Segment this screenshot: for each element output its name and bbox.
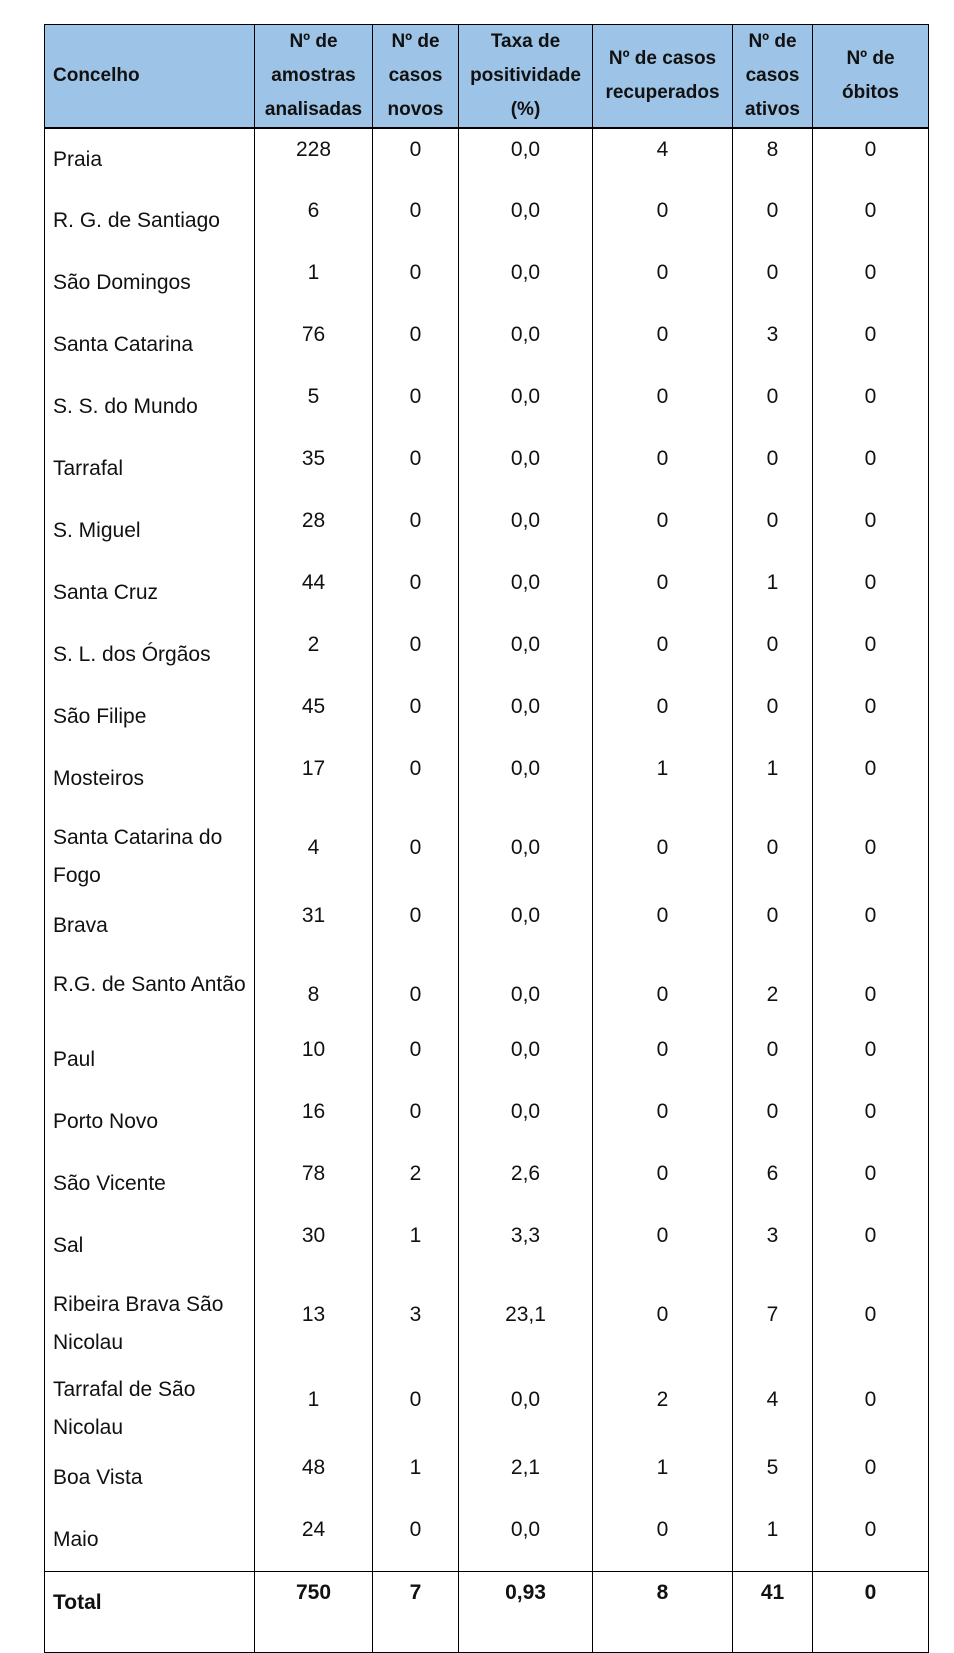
cell-casos-novos: 0 [373, 624, 459, 686]
cell-casos-ativos: 5 [733, 1447, 813, 1509]
cell-casos-ativos: 3 [733, 314, 813, 376]
total-cell-casos-recuperados: 8 [593, 1571, 733, 1652]
cell-casos-ativos: 0 [733, 500, 813, 562]
cell-amostras-analisadas: 10 [255, 1029, 373, 1091]
cell-casos-recuperados: 0 [593, 957, 733, 1029]
column-header-casos-ativos [733, 25, 813, 129]
cell-casos-novos: 0 [373, 1029, 459, 1091]
table-row [45, 128, 929, 190]
column-header-line: novos [387, 99, 444, 120]
cases-by-municipality-table [44, 24, 929, 1653]
cell-concelho: S. L. dos Órgãos [45, 624, 255, 686]
cell-concelho: Maio [45, 1509, 255, 1571]
cell-amostras-analisadas: 8 [255, 957, 373, 1029]
cell-casos-ativos: 0 [733, 1091, 813, 1153]
cell-obitos: 0 [813, 252, 929, 314]
column-header-line: positividade [470, 65, 581, 86]
cell-amostras-analisadas: 48 [255, 1447, 373, 1509]
cell-obitos: 0 [813, 1277, 929, 1362]
table-row [45, 624, 929, 686]
cell-concelho: São Domingos [45, 252, 255, 314]
column-header-line: ativos [745, 99, 800, 120]
column-header-line: (%) [510, 99, 541, 120]
table-row [45, 562, 929, 624]
cell-taxa-positividade: 0,0 [459, 624, 593, 686]
cell-casos-recuperados: 2 [593, 1362, 733, 1447]
cell-amostras-analisadas: 16 [255, 1091, 373, 1153]
cell-concelho: São Filipe [45, 686, 255, 748]
cell-casos-ativos: 0 [733, 895, 813, 957]
table-row [45, 1277, 929, 1362]
cell-concelho: Mosteiros [45, 748, 255, 810]
cell-casos-recuperados: 0 [593, 1029, 733, 1091]
cell-obitos: 0 [813, 438, 929, 500]
table-row [45, 252, 929, 314]
total-cell-obitos: 0 [813, 1571, 929, 1652]
cell-concelho: S. Miguel [45, 500, 255, 562]
cell-casos-ativos: 0 [733, 1029, 813, 1091]
column-header-line: amostras [271, 65, 356, 86]
cell-concelho: Santa Catarina do Fogo [45, 810, 255, 895]
cell-casos-ativos: 0 [733, 438, 813, 500]
cell-casos-ativos: 0 [733, 376, 813, 438]
cell-casos-novos: 1 [373, 1447, 459, 1509]
cell-obitos: 0 [813, 748, 929, 810]
cell-obitos: 0 [813, 1362, 929, 1447]
cell-obitos: 0 [813, 957, 929, 1029]
cell-casos-novos: 0 [373, 376, 459, 438]
cell-amostras-analisadas: 6 [255, 190, 373, 252]
cell-taxa-positividade: 0,0 [459, 376, 593, 438]
table-row [45, 748, 929, 810]
table-row [45, 1509, 929, 1571]
cell-casos-ativos: 1 [733, 1509, 813, 1571]
table-row [45, 957, 929, 1029]
cell-casos-novos: 3 [373, 1277, 459, 1362]
cell-obitos: 0 [813, 1091, 929, 1153]
cell-casos-recuperados: 0 [593, 562, 733, 624]
table-row [45, 895, 929, 957]
table-row [45, 1153, 929, 1215]
cell-concelho: Santa Cruz [45, 562, 255, 624]
cell-casos-novos: 0 [373, 810, 459, 895]
cell-casos-recuperados: 0 [593, 1215, 733, 1277]
cell-casos-novos: 0 [373, 190, 459, 252]
column-header-amostras-analisadas [255, 25, 373, 129]
cell-casos-ativos: 3 [733, 1215, 813, 1277]
column-header-line: Taxa de [490, 31, 561, 52]
cell-casos-recuperados: 0 [593, 810, 733, 895]
cell-amostras-analisadas: 31 [255, 895, 373, 957]
cell-casos-ativos: 4 [733, 1362, 813, 1447]
cell-casos-ativos: 1 [733, 748, 813, 810]
cell-taxa-positividade: 2,6 [459, 1153, 593, 1215]
cell-concelho: Tarrafal [45, 438, 255, 500]
column-header-line: Nº de [846, 48, 895, 69]
cell-casos-novos: 2 [373, 1153, 459, 1215]
cell-casos-recuperados: 0 [593, 252, 733, 314]
cell-casos-ativos: 1 [733, 562, 813, 624]
total-cell-casos-ativos: 41 [733, 1571, 813, 1652]
total-row [45, 1571, 929, 1652]
cell-casos-recuperados: 0 [593, 1277, 733, 1362]
cell-obitos: 0 [813, 1029, 929, 1091]
cell-casos-novos: 0 [373, 500, 459, 562]
table-header [45, 25, 929, 129]
cell-casos-recuperados: 0 [593, 314, 733, 376]
cell-casos-ativos: 0 [733, 252, 813, 314]
table-row [45, 500, 929, 562]
cell-amostras-analisadas: 17 [255, 748, 373, 810]
cell-concelho: Sal [45, 1215, 255, 1277]
cell-taxa-positividade: 0,0 [459, 748, 593, 810]
cell-amostras-analisadas: 30 [255, 1215, 373, 1277]
cell-concelho: Boa Vista [45, 1447, 255, 1509]
cell-casos-ativos: 0 [733, 686, 813, 748]
cell-obitos: 0 [813, 810, 929, 895]
data-table-container [44, 24, 928, 1653]
table-row [45, 1362, 929, 1447]
cell-casos-novos: 0 [373, 895, 459, 957]
cell-casos-ativos: 0 [733, 190, 813, 252]
cell-amostras-analisadas: 1 [255, 1362, 373, 1447]
cell-concelho: Praia [45, 128, 255, 190]
cell-taxa-positividade: 0,0 [459, 895, 593, 957]
cell-concelho: Ribeira Brava São Nicolau [45, 1277, 255, 1362]
column-header-line: Nº de [391, 31, 440, 52]
column-header-line: Nº de casos [608, 48, 717, 69]
cell-obitos: 0 [813, 1153, 929, 1215]
cell-amostras-analisadas: 76 [255, 314, 373, 376]
column-header-line: Concelho [53, 65, 140, 86]
total-cell-taxa-positividade: 0,93 [459, 1571, 593, 1652]
cell-obitos: 0 [813, 624, 929, 686]
cell-obitos: 0 [813, 1447, 929, 1509]
cell-amostras-analisadas: 2 [255, 624, 373, 686]
cell-casos-recuperados: 0 [593, 500, 733, 562]
cell-amostras-analisadas: 28 [255, 500, 373, 562]
column-header-line: recuperados [605, 82, 720, 103]
cell-taxa-positividade: 0,0 [459, 190, 593, 252]
total-cell-casos-novos: 7 [373, 1571, 459, 1652]
cell-taxa-positividade: 0,0 [459, 686, 593, 748]
cell-casos-novos: 0 [373, 314, 459, 376]
cell-casos-novos: 0 [373, 1091, 459, 1153]
cell-taxa-positividade: 0,0 [459, 562, 593, 624]
cell-casos-recuperados: 0 [593, 1091, 733, 1153]
cell-obitos: 0 [813, 686, 929, 748]
cell-casos-novos: 0 [373, 438, 459, 500]
cell-concelho: Santa Catarina [45, 314, 255, 376]
cell-taxa-positividade: 2,1 [459, 1447, 593, 1509]
cell-taxa-positividade: 0,0 [459, 500, 593, 562]
cell-casos-novos: 0 [373, 748, 459, 810]
cell-obitos: 0 [813, 128, 929, 190]
column-header-line: casos [745, 65, 800, 86]
cell-obitos: 0 [813, 190, 929, 252]
column-header-concelho [45, 25, 255, 129]
cell-taxa-positividade: 0,0 [459, 957, 593, 1029]
column-header-taxa-positividade [459, 25, 593, 129]
cell-casos-novos: 0 [373, 1509, 459, 1571]
table-row [45, 314, 929, 376]
cell-taxa-positividade: 0,0 [459, 1509, 593, 1571]
cell-casos-recuperados: 0 [593, 438, 733, 500]
cell-obitos: 0 [813, 895, 929, 957]
column-header-line: Nº de [289, 31, 338, 52]
total-cell-amostras-analisadas: 750 [255, 1571, 373, 1652]
cell-obitos: 0 [813, 562, 929, 624]
cell-casos-recuperados: 0 [593, 1509, 733, 1571]
cell-casos-recuperados: 1 [593, 1447, 733, 1509]
cell-casos-novos: 0 [373, 686, 459, 748]
cell-casos-ativos: 0 [733, 810, 813, 895]
cell-concelho: São Vicente [45, 1153, 255, 1215]
column-header-line: Nº de [748, 31, 797, 52]
cell-amostras-analisadas: 13 [255, 1277, 373, 1362]
cell-casos-novos: 0 [373, 1362, 459, 1447]
cell-concelho: R.G. de Santo Antão [45, 957, 255, 1029]
cell-taxa-positividade: 0,0 [459, 1091, 593, 1153]
cell-amostras-analisadas: 228 [255, 128, 373, 190]
cell-amostras-analisadas: 45 [255, 686, 373, 748]
cell-casos-ativos: 2 [733, 957, 813, 1029]
table-row [45, 438, 929, 500]
table-row [45, 1447, 929, 1509]
cell-casos-recuperados: 0 [593, 376, 733, 438]
column-header-casos-novos [373, 25, 459, 129]
cell-obitos: 0 [813, 1509, 929, 1571]
cell-amostras-analisadas: 35 [255, 438, 373, 500]
column-header-line: óbitos [842, 82, 899, 103]
cell-obitos: 0 [813, 500, 929, 562]
cell-casos-recuperados: 0 [593, 1153, 733, 1215]
cell-taxa-positividade: 0,0 [459, 1029, 593, 1091]
cell-taxa-positividade: 23,1 [459, 1277, 593, 1362]
cell-obitos: 0 [813, 376, 929, 438]
cell-taxa-positividade: 0,0 [459, 128, 593, 190]
table-body [45, 128, 929, 1652]
table-row [45, 810, 929, 895]
cell-concelho: Brava [45, 895, 255, 957]
cell-concelho: Porto Novo [45, 1091, 255, 1153]
cell-concelho: Paul [45, 1029, 255, 1091]
cell-casos-ativos: 8 [733, 128, 813, 190]
cell-casos-ativos: 0 [733, 624, 813, 686]
cell-concelho: R. G. de Santiago [45, 190, 255, 252]
table-row [45, 1029, 929, 1091]
cell-casos-novos: 0 [373, 252, 459, 314]
cell-amostras-analisadas: 4 [255, 810, 373, 895]
cell-casos-novos: 0 [373, 957, 459, 1029]
column-header-line: analisadas [264, 99, 363, 120]
cell-taxa-positividade: 0,0 [459, 314, 593, 376]
cell-concelho: Tarrafal de São Nicolau [45, 1362, 255, 1447]
cell-obitos: 0 [813, 1215, 929, 1277]
column-header-obitos [813, 25, 929, 129]
table-row [45, 686, 929, 748]
cell-casos-recuperados: 0 [593, 895, 733, 957]
cell-casos-ativos: 7 [733, 1277, 813, 1362]
cell-taxa-positividade: 0,0 [459, 252, 593, 314]
table-row [45, 1215, 929, 1277]
cell-amostras-analisadas: 5 [255, 376, 373, 438]
cell-casos-recuperados: 4 [593, 128, 733, 190]
column-header-line: casos [388, 65, 443, 86]
cell-taxa-positividade: 3,3 [459, 1215, 593, 1277]
cell-casos-novos: 0 [373, 128, 459, 190]
table-row [45, 190, 929, 252]
cell-amostras-analisadas: 44 [255, 562, 373, 624]
table-row [45, 376, 929, 438]
total-cell-concelho: Total [45, 1571, 255, 1652]
cell-casos-ativos: 6 [733, 1153, 813, 1215]
cell-obitos: 0 [813, 314, 929, 376]
cell-casos-recuperados: 0 [593, 686, 733, 748]
cell-taxa-positividade: 0,0 [459, 1362, 593, 1447]
cell-amostras-analisadas: 24 [255, 1509, 373, 1571]
cell-casos-recuperados: 0 [593, 190, 733, 252]
cell-taxa-positividade: 0,0 [459, 438, 593, 500]
cell-amostras-analisadas: 1 [255, 252, 373, 314]
cell-concelho: S. S. do Mundo [45, 376, 255, 438]
cell-amostras-analisadas: 78 [255, 1153, 373, 1215]
table-row [45, 1091, 929, 1153]
header-row [45, 25, 929, 129]
cell-taxa-positividade: 0,0 [459, 810, 593, 895]
cell-casos-recuperados: 0 [593, 624, 733, 686]
cell-casos-novos: 0 [373, 562, 459, 624]
column-header-casos-recuperados [593, 25, 733, 129]
cell-casos-recuperados: 1 [593, 748, 733, 810]
cell-casos-novos: 1 [373, 1215, 459, 1277]
